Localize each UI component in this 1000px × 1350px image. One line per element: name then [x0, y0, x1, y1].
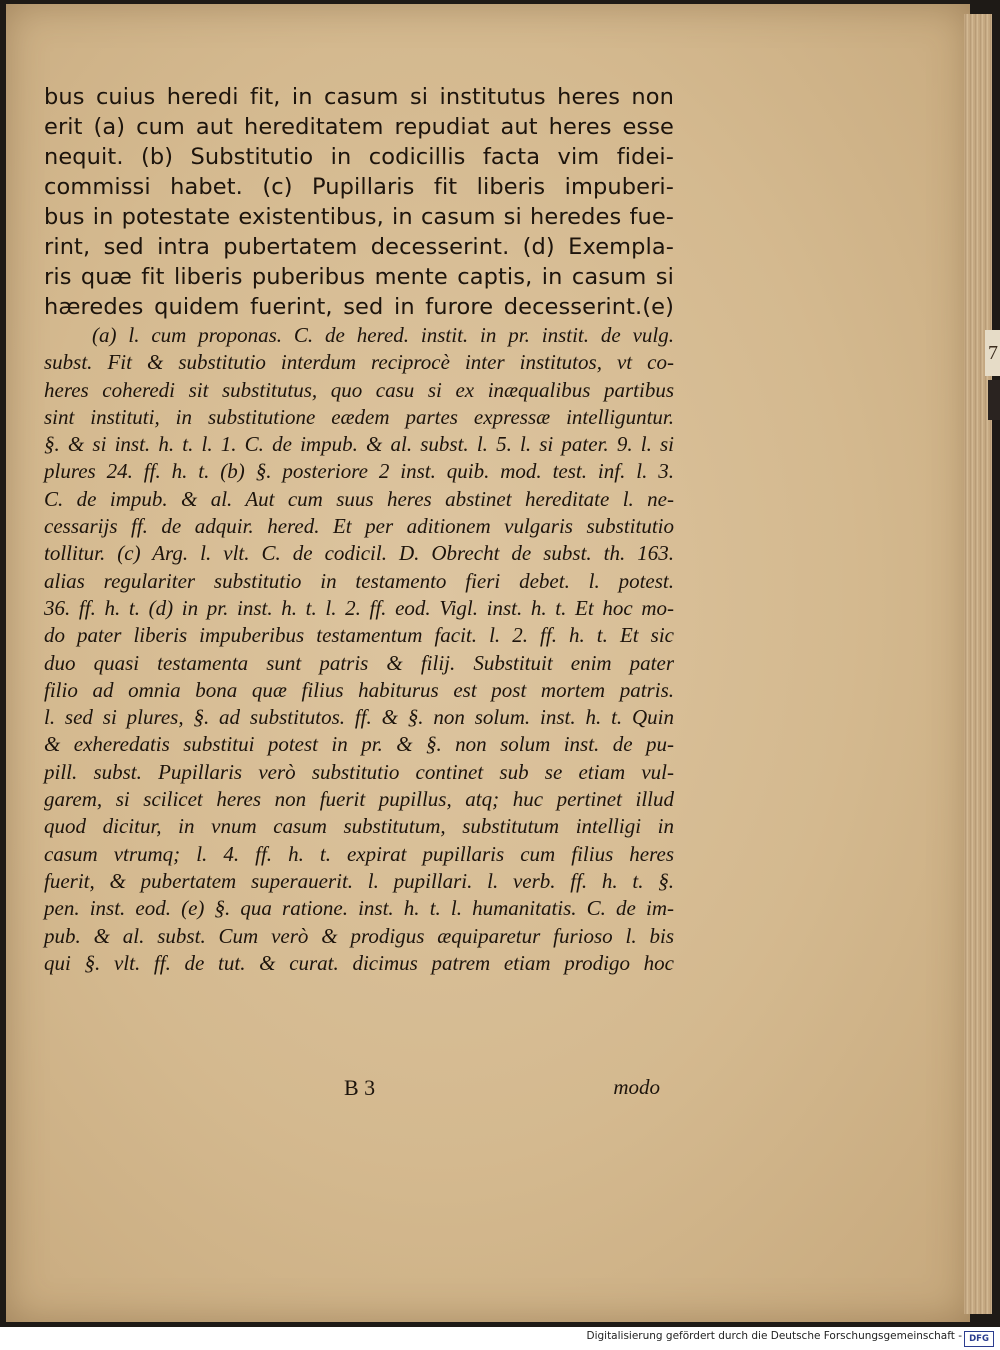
main-text-line: ris quæ fit liberis puberibus mente captis, in casum si: [44, 264, 674, 290]
note-line: (a) l. cum proponas. C. de hered. instit. in pr. instit. de vulg.: [92, 323, 674, 347]
note-line: & exheredatis substitui potest in pr. & §. non solum inst. de pu-: [44, 732, 674, 757]
note-line: filio ad omnia bona quæ filius habiturus est post mortem patris.: [44, 677, 674, 702]
note-line: do pater liberis impuberibus testamentum facit. l. 2. ff. h. t. Et sic: [44, 623, 674, 648]
note-line: C. de impub. & al. Aut cum suus heres abstinet hereditate l. ne-: [44, 486, 674, 511]
note-line: fuerit, & pubertatem superauerit. l. pupillari. l. verb. ff. h. t. §.: [44, 868, 674, 893]
main-text-line: hæredes quidem fuerint, sed in furore decesserint.(e): [44, 294, 674, 320]
note-line: quod dicitur, in vnum casum substitutum, substitutum intelligi in: [44, 814, 674, 839]
note-line: heres coheredi sit substitutus, quo casu si ex inæqualibus partibus: [44, 377, 674, 402]
margin-mark-dark: [988, 380, 1000, 420]
note-line: pen. inst. eod. (e) §. qua ratione. inst. h. t. l. humanitatis. C. de im-: [44, 896, 674, 921]
footnotes: [44, 322, 674, 977]
funding-credit: Digitalisierung gefördert durch die Deutsche Forschungsgemeinschaft -: [586, 1330, 962, 1342]
note-line: cessarijs ff. de adquir. hered. Et per aditionem vulgaris substitutio: [44, 514, 674, 539]
note-line: garem, si scilicet heres non fuerit pupillus, atq; huc pertinet illud: [44, 787, 674, 812]
catchword: modo: [613, 1075, 660, 1099]
signature-mark: B 3: [344, 1075, 376, 1100]
note-line: §. & si inst. h. t. l. 1. C. de impub. & al. subst. l. 5. l. si pater. 9. l. si: [44, 432, 674, 457]
note-line: alias regulariter substitutio in testamento fieri debet. l. potest.: [44, 568, 674, 593]
note-line: duo quasi testamenta sunt patris & filij. Substituit enim pater: [44, 650, 674, 675]
margin-mark: 7: [985, 330, 1000, 376]
page-edges: [964, 14, 992, 1314]
dfg-logo: DFG: [964, 1331, 994, 1347]
note-line: qui §. vlt. ff. de tut. & curat. dicimus patrem etiam prodigo hoc: [44, 950, 674, 975]
main-text-line: bus cuius heredi fit, in casum si institutus heres non: [44, 84, 674, 110]
note-line: 36. ff. h. t. (d) in pr. inst. h. t. l. 2. ff. eod. Vigl. inst. h. t. Et hoc mo-: [44, 595, 674, 620]
note-line: pub. & al. subst. Cum verò & prodigus æquiparetur furioso l. bis: [44, 923, 674, 948]
note-line: tollitur. (c) Arg. l. vlt. C. de codicil. D. Obrecht de subst. th. 163.: [44, 541, 674, 566]
main-text-line: nequit. (b) Substitutio in codicillis facta vim fidei-: [44, 144, 674, 170]
note-line: subst. Fit & substitutio interdum reciprocè inter institutos, vt co-: [44, 350, 674, 375]
note-line: l. sed si plures, §. ad substitutos. ff. & §. non solum. inst. h. t. Quin: [44, 705, 674, 730]
credit-bar: [0, 1327, 1000, 1350]
note-line: sint instituti, in substitutione eædem partes expressæ intelliguntur.: [44, 404, 674, 429]
page-footer: [44, 1075, 674, 1105]
note-line: plures 24. ff. h. t. (b) §. posteriore 2 inst. quib. mod. test. inf. l. 3.: [44, 459, 674, 484]
note-line: casum vtrumq; l. 4. ff. h. t. expirat pupillaris cum filius heres: [44, 841, 674, 866]
note-line: pill. subst. Pupillaris verò substitutio continet sub se etiam vul-: [44, 759, 674, 784]
text-column: [44, 82, 674, 977]
main-text-line: rint, sed intra pubertatem decesserint. (d) Exempla-: [44, 234, 674, 260]
main-text-line: bus in potestate existentibus, in casum si heredes fue-: [44, 204, 674, 230]
main-text: [44, 82, 674, 322]
main-text-line: commissi habet. (c) Pupillaris fit liberis impuberi-: [44, 174, 674, 200]
main-text-line: erit (a) cum aut hereditatem repudiat aut heres esse: [44, 114, 674, 140]
